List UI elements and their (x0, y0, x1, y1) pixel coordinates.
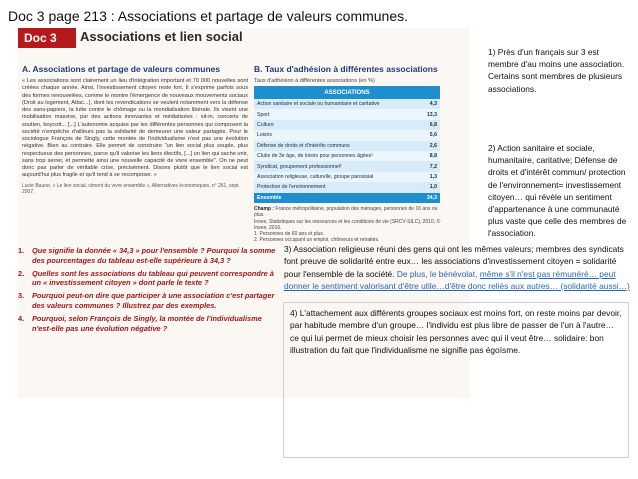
row-label: Culture (254, 120, 408, 130)
table-row (254, 141, 440, 151)
row-value: 4,3 (408, 99, 440, 109)
associations-table (254, 86, 440, 203)
answer-note-3 (284, 243, 634, 292)
section-b-title (254, 64, 464, 74)
question-number: 2. (18, 268, 25, 278)
answer-note-2: 2) Action sanitaire et sociale, humanitaire, caritative; Défense de droits et d'intérêt commun/ protection de l'environnement= investissement citoyen… qui révèle un sentiment d'appartenance à une communauté plus vaste que celle des membres de l'association. (488, 143, 627, 239)
table-total-row (254, 193, 440, 203)
doc-badge: Doc 3 (18, 28, 76, 48)
question-text: Pourquoi peut-on dire que participer à une association c'est partager des valeurs communes ? Illustrez par des exemples. (32, 291, 275, 310)
row-label: Sport (254, 109, 408, 119)
section-b-title-text: Taux d'adhésion à différentes associations (264, 64, 438, 74)
table-row (254, 130, 440, 140)
answer-note-3-link[interactable]: même s'il n'est pas rémunéré… peut donner le sentiment valorisant d'être utile…d'être donc reliés aux autres… (solidarité aussi…) (284, 268, 630, 291)
total-value: 34,3 (408, 193, 440, 203)
row-value: 1,3 (408, 172, 440, 182)
table-row (254, 109, 440, 119)
table-row (254, 120, 440, 130)
table-row (254, 161, 440, 171)
total-label: Ensemble (254, 193, 408, 203)
answer-note-4: 4) L'attachement aux différents groupes sociaux est moins fort, on reste moins par devoir, par habitude membre d'un groupe… l'individu est plus libre de passer de l'un à l'autre… ce qui lui permet de mieux choisir les personnes avec qui il veut être… solidaire: bon illustration du fait que l'individualisme ne signifie pas égoïsme. (283, 302, 629, 458)
question-item (18, 269, 280, 289)
section-b (254, 64, 464, 244)
slide-title: Doc 3 page 213 : Associations et partage de valeurs communes. (8, 8, 409, 24)
row-value: 1,0 (408, 182, 440, 192)
question-number: 1. (18, 246, 25, 255)
section-b-letter: B. (254, 64, 263, 74)
table-row (254, 182, 440, 192)
question-item (18, 314, 280, 334)
table-caption: Taux d'adhésion à différentes associations (en %) (254, 78, 375, 84)
row-label: Association religieuse, culturelle, groupe paroissial (254, 172, 408, 182)
section-a-quote: « Les associations sont clairement un lieu d'intégration important et 70 000 nouvelles sont créées chaque année. Ainsi, l'investissement citoyen reste fort. Il s'exprime parfois sous des formes renouvelées, comme le montre l'émergence de nouveaux mouvements sociaux (Droit au logement, Attac...), dont les revendications se veulent notamment vers la défense des sans-papiers, la lutte contre le chômage ou la mondialisation libérale. Ils visent une mobilisation massive, par des actions innovantes et médiatisées : sit-in, concerts de soutien, boycott... [...] L'autonomie acquise par les différentes personnes qui composent la société n'empêche d'ailleurs pas la solidarité de demeurer une valeur partagée. Pour le sociologue François de Singly, cette montée de l'individualisme n'est pas une évolution négative. Bien au contraire. Elle permet de construire "un lien social plus souple, plus respectueux des personnes, parce qu'il valorise les liens électifs, [...] un lien qui sache unir, sans trop serrer, et permette ainsi une nouvelle capacité de vivre ensemble". On ne peut donc pas parler de véritable crise, précisément. Disons plutôt que le lien social est aujourd'hui plus fragile et qu'il tend à se recomposer. » (22, 78, 248, 179)
row-value: 13,3 (408, 109, 440, 119)
champ-label: Champ : (254, 205, 274, 212)
answer-note-3-main: 3) Association religieuse réuni des gens qui ont les mêmes valeurs; membres des syndicats font preuve de solidarité entre eux… les associations d'investissement citoyen = solidarité pour l'ensemble de la société. (284, 244, 624, 279)
row-label: Clubs de 3e âge, de loisirs pour personnes âgées¹ (254, 151, 408, 161)
row-value: 8,8 (408, 151, 440, 161)
question-text: Que signifie la donnée « 34,3 » pour l'ensemble ? Pourquoi la somme des pourcentages du tableau est-elle supérieure à 34,3 ? (32, 246, 276, 265)
row-label: Loisirs (254, 130, 408, 140)
section-a (22, 64, 248, 196)
table-source: Insee, Statistiques sur les ressources et les conditions de vie (SRCV-SILC), 2010, © Insee, 2016. (254, 218, 441, 231)
table-row (254, 99, 440, 109)
doc-header (18, 28, 243, 48)
row-value: 2,6 (408, 141, 440, 151)
question-item (18, 291, 280, 311)
footnote: 1. Personnes de 60 ans et plus. (254, 231, 325, 238)
answer-note-3-benevolat: De plus, le bénévolat, (394, 268, 480, 279)
doc-title: Associations et lien social (80, 29, 243, 44)
question-text: Pourquoi, selon François de Singly, la montée de l'individualisme n'est-elle pas une évolution négative ? (32, 313, 262, 333)
table-notes (254, 206, 444, 244)
questions-list (18, 246, 280, 336)
row-value: 5,6 (408, 130, 440, 140)
table-header: ASSOCIATIONS (254, 86, 440, 99)
section-a-title (22, 64, 248, 74)
row-label: Protection de l'environnement (254, 182, 408, 192)
row-label: Action sanitaire et sociale ou humanitaire et caritative (254, 99, 408, 109)
section-a-letter: A. (22, 64, 31, 74)
row-label: Défense de droits et d'intérêts communs (254, 141, 408, 151)
answer-note-1: 1) Près d'un français sur 3 est membre d'au moins une association. Certains sont membres de plusieurs associations. (488, 47, 625, 94)
question-text: Quelles sont les associations du tableau qui peuvent correspondre à un « investissement citoyen » dont parle le texte ? (32, 268, 274, 288)
question-number: 4. (18, 313, 25, 323)
question-item (18, 246, 280, 266)
table-row (254, 172, 440, 182)
row-value: 6,8 (408, 120, 440, 130)
footnote: 2. Personnes occupant un emploi, chômeurs et retraités. (254, 237, 380, 244)
question-number: 3. (18, 291, 25, 301)
champ-text: France métropolitaine, population des ménages, personnes de 16 ans ou plus. (254, 205, 438, 219)
row-value: 7,2 (408, 161, 440, 171)
section-a-title-text: Associations et partage de valeurs communes (32, 64, 221, 74)
champ-line (254, 206, 444, 219)
row-label: Syndicat, groupement professionnel² (254, 161, 408, 171)
section-a-source: Lucie Baune, « Le lien social, ciment du vivre ensemble », Alternatives économiques, n° 261, sept. 2007. (22, 182, 240, 195)
table-row (254, 151, 440, 161)
